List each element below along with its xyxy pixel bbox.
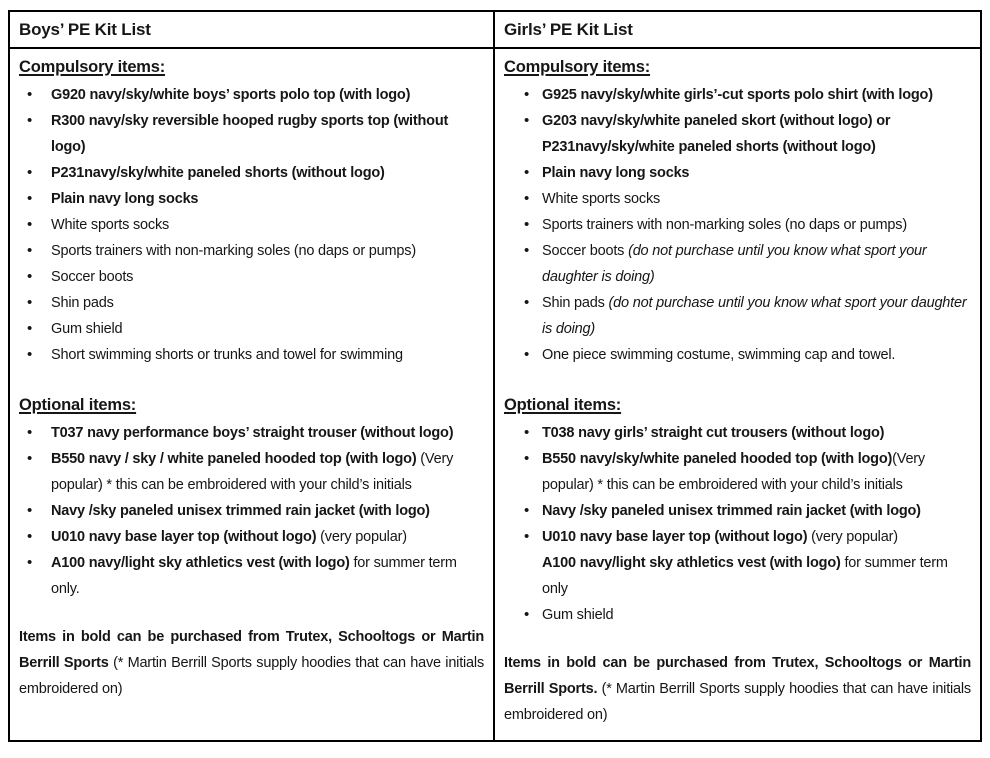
text-segment: Soccer boots (51, 269, 134, 285)
bullet-icon: • (27, 450, 33, 467)
bullet-icon: • (27, 346, 33, 363)
kit-list-item (19, 82, 484, 108)
kit-list-item (504, 342, 971, 368)
kit-list-item (504, 186, 971, 212)
item-text (51, 498, 484, 524)
item-text (51, 446, 484, 498)
text-segment: G925 navy/sky/white girls’-cut sports polo shirt (with logo) (542, 87, 933, 103)
text-segment: (very popular) (316, 529, 407, 545)
kit-list-item (504, 108, 971, 160)
item-text (51, 186, 484, 212)
kit-list (19, 82, 484, 368)
text-segment: Items in bold can be purchased from Trutex, Schooltogs or Martin Berrill Sports. (504, 655, 971, 697)
item-text (542, 342, 971, 368)
kit-list-item (19, 264, 484, 290)
text-segment: (Very popular) * this can be embroidered with your child’s initials (51, 451, 454, 493)
bullet-icon: • (27, 86, 33, 103)
item-text (51, 316, 484, 342)
kit-list-item (19, 550, 484, 602)
text-segment: for summer term only (542, 555, 948, 597)
kit-list-item (504, 420, 971, 446)
bullet-icon: • (27, 112, 33, 129)
kit-list-item (19, 446, 484, 498)
text-segment: G203 navy/sky/white paneled skort (without logo) or P231navy/sky/white paneled shorts (without logo) (542, 113, 891, 155)
text-segment: White sports socks (51, 217, 170, 233)
girls-column (495, 12, 980, 740)
kit-list-item (19, 524, 484, 550)
kit-list-item (504, 524, 971, 550)
item-text (542, 160, 971, 186)
kit-list-item (504, 550, 971, 602)
girls-column-body (495, 49, 980, 740)
kit-list-item (19, 108, 484, 160)
item-text (51, 212, 484, 238)
bullet-icon: • (524, 190, 530, 207)
item-text (51, 160, 484, 186)
item-text (542, 238, 971, 290)
item-text (542, 550, 971, 602)
kit-list (504, 82, 971, 368)
text-segment: Soccer boots (542, 243, 629, 259)
item-text (51, 264, 484, 290)
text-segment: Items in bold can be purchased from Trutex, Schooltogs or Martin Berrill Sports (19, 629, 484, 671)
girls-column-title: Girls’ PE Kit List (495, 12, 980, 49)
item-text (51, 420, 484, 446)
bullet-icon: • (27, 294, 33, 311)
bullet-icon: • (524, 502, 530, 519)
text-segment: R300 navy/sky reversible hooped rugby sports top (without logo) (51, 113, 449, 155)
bullet-icon: • (524, 450, 530, 467)
bullet-icon: • (27, 554, 33, 571)
bullet-icon: • (524, 346, 530, 363)
text-segment: P231navy/sky/white paneled shorts (without logo) (51, 165, 385, 181)
item-text (542, 108, 971, 160)
item-text (542, 290, 971, 342)
bullet-icon: • (27, 190, 33, 207)
kit-section (504, 54, 971, 368)
text-segment: (very popular) (807, 529, 898, 545)
item-text (542, 420, 971, 446)
item-text (51, 108, 484, 160)
text-segment: Plain navy long socks (542, 165, 690, 181)
text-segment: Sports trainers with non-marking soles (no daps or pumps) (51, 243, 416, 259)
text-segment: Gum shield (542, 607, 614, 623)
item-text (542, 498, 971, 524)
text-segment: (* Martin Berrill Sports supply hoodies that can have initials embroidered on) (19, 655, 484, 697)
text-segment: Sports trainers with non-marking soles (no daps or pumps) (542, 217, 907, 233)
text-segment: B550 navy / sky / white paneled hooded top (with logo) (51, 451, 417, 467)
kit-list-item (504, 238, 971, 290)
item-text (542, 186, 971, 212)
section-heading: Optional items: (19, 396, 137, 414)
kit-section (504, 392, 971, 628)
text-segment: Shin pads (542, 295, 609, 311)
kit-list-item (19, 498, 484, 524)
kit-list-item (19, 290, 484, 316)
item-text (51, 524, 484, 550)
text-segment: A100 navy/light sky athletics vest (with logo) (542, 555, 841, 571)
bullet-icon: • (524, 86, 530, 103)
text-segment: Navy /sky paneled unisex trimmed rain jacket (with logo) (51, 503, 430, 519)
bullet-icon: • (27, 502, 33, 519)
bullet-icon: • (27, 268, 33, 285)
text-segment: Plain navy long socks (51, 191, 199, 207)
bullet-icon: • (524, 216, 530, 233)
bullet-icon: • (27, 164, 33, 181)
bullet-icon: • (524, 424, 530, 441)
kit-section (19, 54, 484, 368)
text-segment: Navy /sky paneled unisex trimmed rain jacket (with logo) (542, 503, 921, 519)
bullet-icon: • (524, 294, 530, 311)
text-segment: (do not purchase until you know what sport your daughter is doing) (542, 295, 967, 337)
text-segment: Shin pads (51, 295, 114, 311)
kit-list-item (19, 342, 484, 368)
text-segment: T038 navy girls’ straight cut trousers (without logo) (542, 425, 885, 441)
footer-note (504, 650, 971, 728)
kit-list-item (19, 316, 484, 342)
section-heading: Compulsory items: (19, 58, 166, 76)
text-segment: (do not purchase until you know what sport your daughter is doing) (542, 243, 927, 285)
item-text (51, 82, 484, 108)
text-segment: One piece swimming costume, swimming cap and towel. (542, 347, 896, 363)
kit-section (19, 392, 484, 602)
text-segment: T037 navy performance boys’ straight trouser (without logo) (51, 425, 454, 441)
item-text (542, 602, 971, 628)
kit-list-item (504, 446, 971, 498)
kit-list-item (504, 212, 971, 238)
item-text (51, 238, 484, 264)
footer-note (19, 624, 484, 702)
kit-list-item (504, 602, 971, 628)
kit-list-item (504, 160, 971, 186)
text-segment: U010 navy base layer top (without logo) (51, 529, 317, 545)
boys-column (10, 12, 495, 740)
kit-list-item (504, 498, 971, 524)
kit-list-item (504, 290, 971, 342)
item-text (542, 446, 971, 498)
text-segment: A100 navy/light sky athletics vest (with logo) (51, 555, 350, 571)
bullet-icon: • (524, 528, 530, 545)
boys-column-body (10, 49, 493, 740)
kit-list-item (19, 186, 484, 212)
item-text (51, 290, 484, 316)
pe-kit-table (8, 10, 982, 742)
section-heading: Optional items: (504, 396, 622, 414)
bullet-icon: • (27, 242, 33, 259)
kit-list (504, 420, 971, 628)
kit-list-item (19, 212, 484, 238)
kit-list-item (19, 420, 484, 446)
item-text (542, 82, 971, 108)
bullet-icon: • (524, 112, 530, 129)
text-segment: U010 navy base layer top (without logo) (542, 529, 808, 545)
kit-list-item (19, 238, 484, 264)
kit-list-item (504, 82, 971, 108)
item-text (51, 342, 484, 368)
text-segment: Short swimming shorts or trunks and towel for swimming (51, 347, 403, 363)
section-heading: Compulsory items: (504, 58, 651, 76)
item-text (51, 550, 484, 602)
boys-column-title: Boys’ PE Kit List (10, 12, 493, 49)
item-text (542, 212, 971, 238)
text-segment: for summer term only. (51, 555, 457, 597)
bullet-icon: • (524, 164, 530, 181)
text-segment: B550 navy/sky/white paneled hooded top (with logo) (542, 451, 893, 467)
text-segment: (* Martin Berrill Sports supply hoodies that can have initials embroidered on) (504, 681, 971, 723)
kit-list-item (19, 160, 484, 186)
bullet-icon: • (27, 528, 33, 545)
text-segment: (Very popular) * this can be embroidered with your child’s initials (542, 451, 925, 493)
item-text (542, 524, 971, 550)
kit-list (19, 420, 484, 602)
bullet-icon: • (524, 242, 530, 259)
bullet-icon: • (27, 320, 33, 337)
bullet-icon: • (524, 606, 530, 623)
text-segment: Gum shield (51, 321, 123, 337)
text-segment: G920 navy/sky/white boys’ sports polo top (with logo) (51, 87, 411, 103)
bullet-icon: • (27, 424, 33, 441)
bullet-icon: • (27, 216, 33, 233)
text-segment: White sports socks (542, 191, 661, 207)
